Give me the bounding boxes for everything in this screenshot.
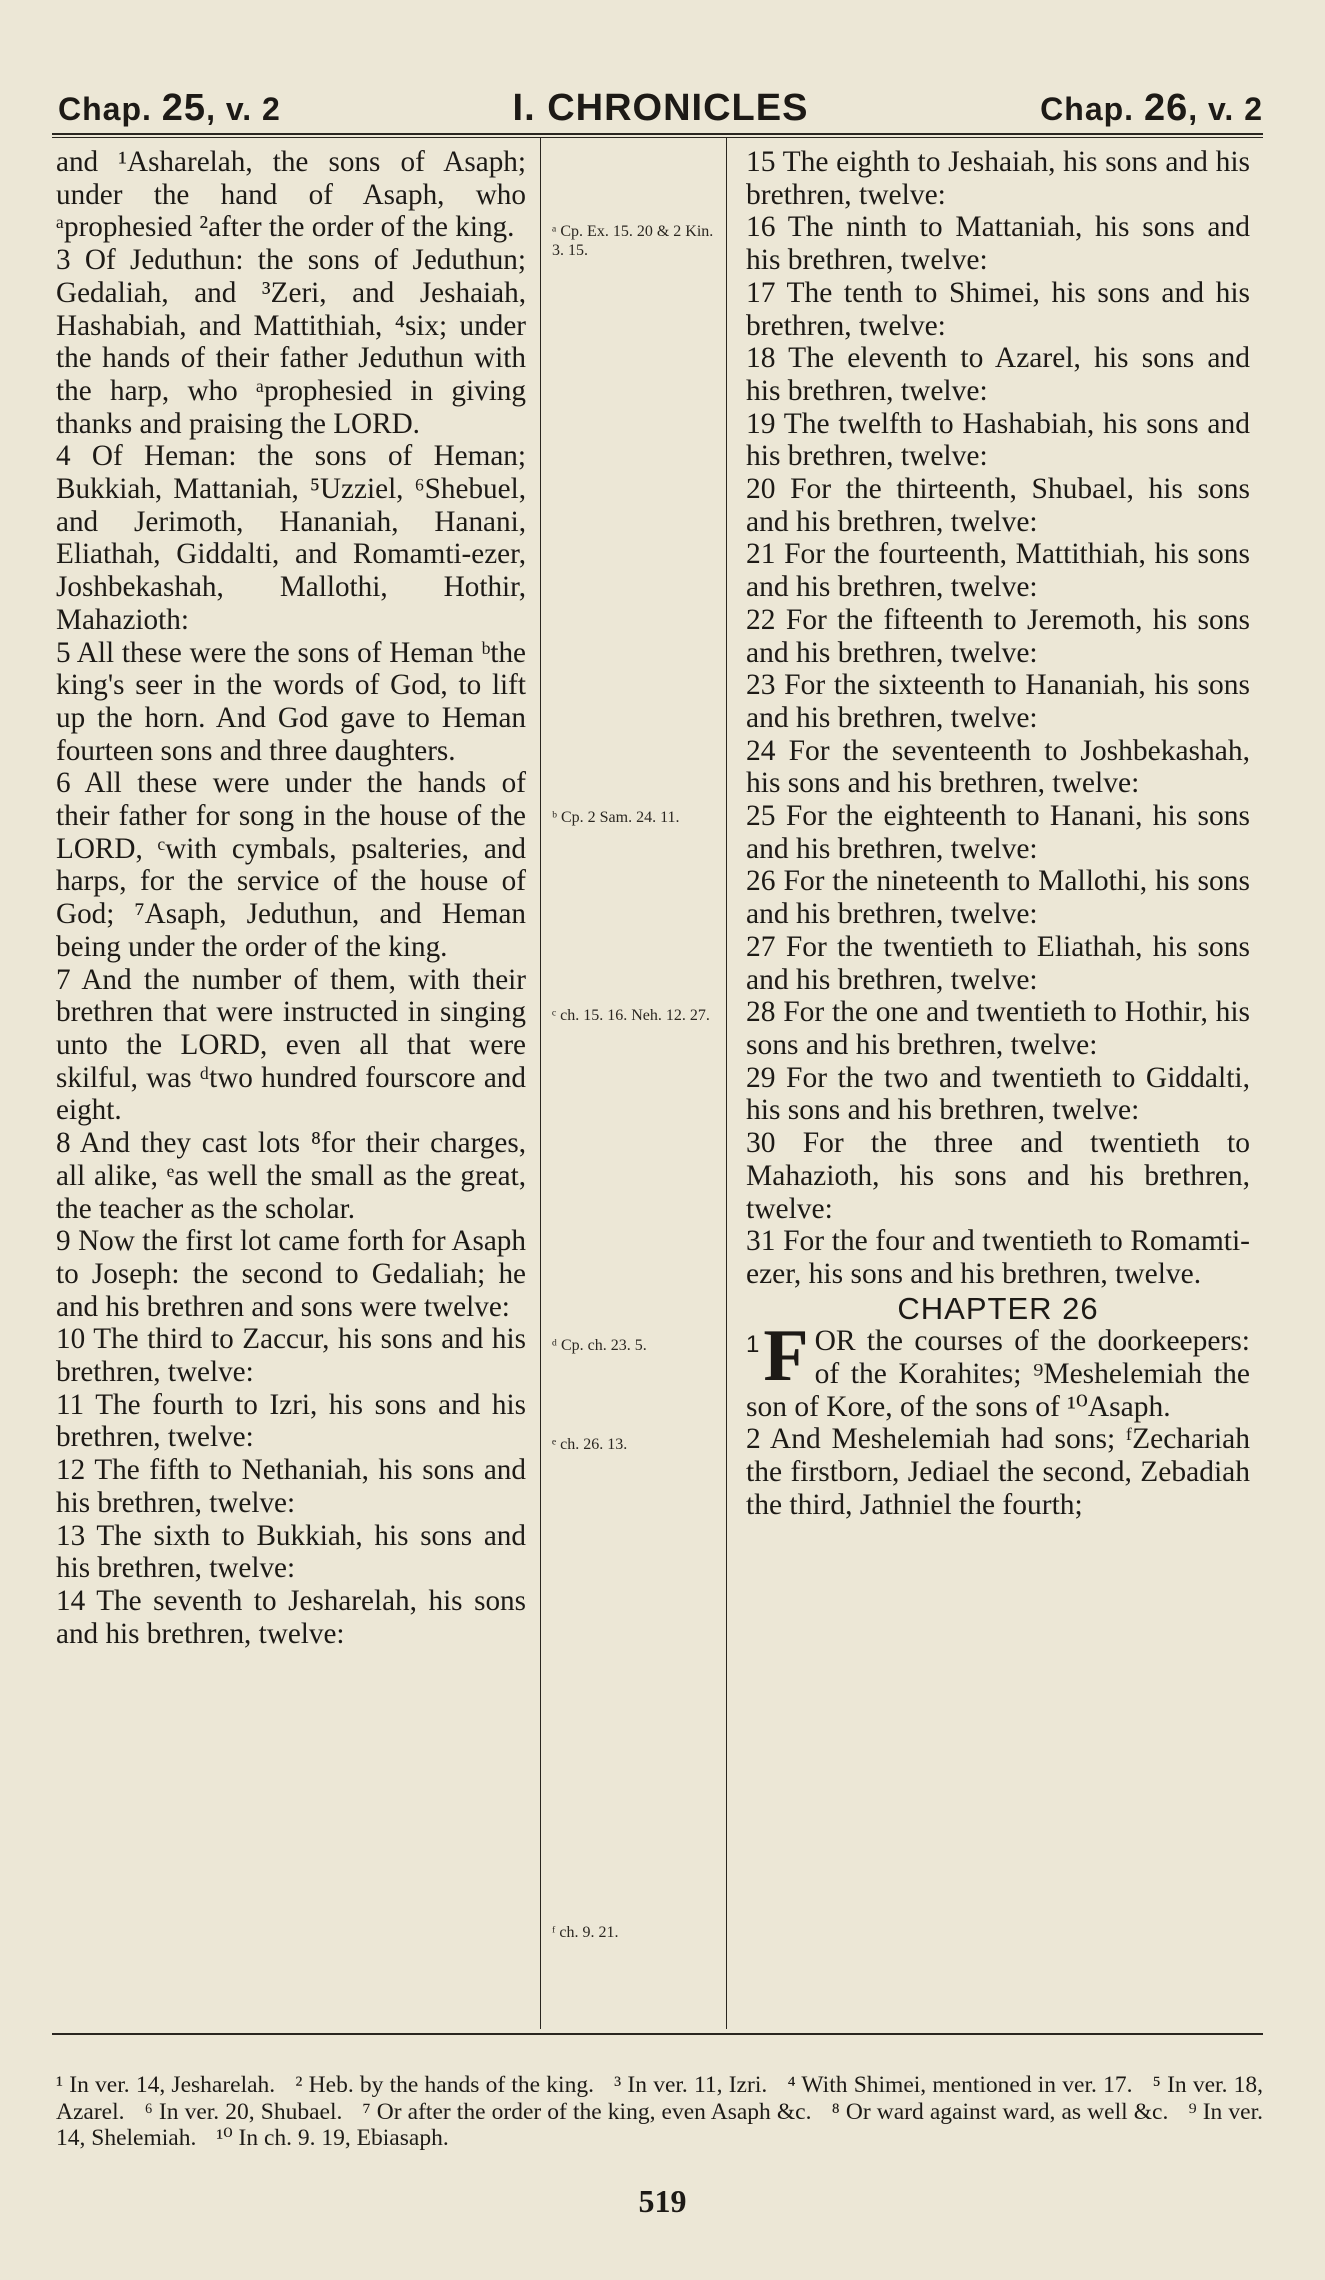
verse-paragraph: 21 For the fourteenth, Mattithiah, his sons and his brethren, twelve: — [746, 538, 1250, 604]
verse-paragraph: 6 All these were under the hands of their father for song in the house of the LORD, ᶜwith cymbals, psalteries, and harps, for the service of the house of God; ⁷Asaph, Jeduthun, and Heman being under the order of the king. — [56, 767, 526, 963]
footnotes — [56, 2072, 1263, 2152]
column-divider-right — [726, 137, 727, 2029]
verse-1-text: OR the courses of the doorkeepers: of the Korahites; ⁹Meshelemiah the son of Kore, of the sons of ¹⁰Asaph. — [746, 1325, 1250, 1423]
verse-paragraph: 12 The fifth to Nethaniah, his sons and his brethren, twelve: — [56, 1454, 526, 1519]
verse-paragraph: 14 The seventh to Jesharelah, his sons and his brethren, twelve: — [56, 1584, 526, 1650]
verse-paragraph: 20 For the thirteenth, Shubael, his sons and his brethren, twelve: — [746, 473, 1250, 538]
chapter-heading: CHAPTER 26 — [897, 1290, 1099, 1326]
chapter-26-verse-1 — [746, 1315, 1250, 1423]
footnote: ⁴ With Shimei, mentioned in ver. 17. — [787, 2072, 1133, 2098]
right-text-column — [746, 146, 1250, 1522]
header-left-chap-label: Chap. — [58, 91, 152, 127]
verse-paragraph: 7 And the number of them, with their brethren that were instructed in singing unto the LORD, even all that were skilful, was ᵈtwo hundred fourscore and eight. — [56, 963, 526, 1127]
verse-paragraph: 13 The sixth to Bukkiah, his sons and his brethren, twelve: — [56, 1519, 526, 1585]
header-left-verse: , v. 2 — [206, 91, 281, 127]
verse-paragraph: 4 Of Heman: the sons of Heman; Bukkiah, Mattaniah, ⁵Uzziel, ⁶Shebuel, and Jerimoth, Hananiah, Hanani, Eliathah, Giddalti, and Romamti-ezer, Joshbekashah, Mallothi, Hothir, Mahazioth: — [56, 440, 526, 636]
margin-reference-b: ᵇ Cp. 2 Sam. 24. 11. — [552, 809, 680, 826]
footnote: ⁶ In ver. 20, Shubael. — [144, 2098, 343, 2125]
verse-paragraph: 28 For the one and twentieth to Hothir, his sons and his brethren, twelve: — [746, 996, 1250, 1061]
running-header — [58, 70, 1263, 130]
footnote-rule — [52, 2033, 1263, 2035]
margin-reference-f: ᶠ ch. 9. 21. — [552, 1924, 619, 1941]
page-number: 519 — [638, 2183, 687, 2219]
verse-paragraph: 8 And they cast lots ⁸for their charges, all alike, ᵉas well the small as the great, the teacher as the scholar. — [56, 1127, 526, 1225]
left-text-column — [56, 146, 526, 1650]
header-right-reference — [1040, 87, 1263, 130]
verse-paragraph: 24 For the seventeenth to Joshbekashah, his sons and his brethren, twelve: — [746, 734, 1250, 800]
verse-paragraph: 19 The twelfth to Hashabiah, his sons and his brethren, twelve: — [746, 407, 1250, 473]
header-right-chapter-number: 26 — [1143, 87, 1189, 129]
footnote: ¹ In ver. 14, Jesharelah. — [56, 2072, 276, 2098]
margin-reference-d: ᵈ Cp. ch. 23. 5. — [552, 1337, 647, 1354]
book-title: I. CHRONICLES — [512, 87, 809, 129]
verse-paragraph: 17 The tenth to Shimei, his sons and his brethren, twelve: — [746, 276, 1250, 342]
verse-paragraph: 16 The ninth to Mattaniah, his sons and his brethren, twelve: — [746, 211, 1250, 277]
verse-paragraph: 22 For the fifteenth to Jeremoth, his sons and his brethren, twelve: — [746, 603, 1250, 669]
verse-paragraph: 29 For the two and twentieth to Giddalti, his sons and his brethren, twelve: — [746, 1061, 1250, 1127]
verse-paragraph: and ¹Asharelah, the sons of Asaph; under the hand of Asaph, who ᵃprophesied ²after the order of the king. — [56, 146, 526, 244]
header-rule — [52, 133, 1263, 135]
column-divider-left — [540, 137, 541, 2029]
margin-reference-e: ᵉ ch. 26. 13. — [552, 1436, 628, 1453]
verse-paragraph: 26 For the nineteenth to Mallothi, his sons and his brethren, twelve: — [746, 865, 1250, 931]
header-left-reference — [58, 87, 281, 130]
margin-reference-c: ᶜ ch. 15. 16. Neh. 12. 27. — [552, 1007, 710, 1024]
footnote: ¹⁰ In ch. 9. 19, Ebiasaph. — [216, 2125, 449, 2151]
verse-paragraph: 30 For the three and twentieth to Mahazioth, his sons and his brethren, twelve: — [746, 1127, 1250, 1225]
verse-paragraph: 11 The fourth to Izri, his sons and his brethren, twelve: — [56, 1388, 526, 1454]
verse-1-number: 1 — [746, 1331, 760, 1359]
verse-paragraph: 9 Now the first lot came forth for Asaph to Joseph: the second to Gedaliah; he and his brethren and sons were twelve: — [56, 1225, 526, 1323]
verse-paragraph: 25 For the eighteenth to Hanani, his sons and his brethren, twelve: — [746, 800, 1250, 865]
verse-paragraph: 3 Of Jeduthun: the sons of Jeduthun; Gedaliah, and ³Zeri, and Jeshaiah, Hashabiah, and Mattithiah, ⁴six; under the hands of their father Jeduthun with the harp, who ᵃprophesied in giving thanks and praising the LORD. — [56, 244, 526, 440]
verse-paragraph: 10 The third to Zaccur, his sons and his brethren, twelve: — [56, 1323, 526, 1389]
footnote: ² Heb. by the hands of the king. — [295, 2072, 594, 2098]
footnote: ⁷ Or after the order of the king, even Asaph &c. — [362, 2098, 812, 2125]
verse-paragraph: 27 For the twentieth to Eliathah, his sons and his brethren, twelve: — [746, 930, 1250, 996]
verse-paragraph: 18 The eleventh to Azarel, his sons and his brethren, twelve: — [746, 342, 1250, 407]
verse-paragraph: 15 The eighth to Jeshaiah, his sons and his brethren, twelve: — [746, 146, 1250, 211]
header-right-chap-label: Chap. — [1040, 91, 1135, 127]
verse-paragraph: 31 For the four and twentieth to Romamti-ezer, his sons and his brethren, twelve. — [746, 1225, 1250, 1290]
drop-cap: F — [763, 1315, 809, 1398]
footnote: ⁵ In ver. 18, Azarel. — [56, 2072, 1264, 2125]
margin-reference-a: ᵃ Cp. Ex. 15. 20 & 2 Kin. 3. 15. — [552, 223, 714, 259]
header-left-chapter-number: 25 — [161, 87, 207, 129]
verse-paragraph: 23 For the sixteenth to Hananiah, his sons and his brethren, twelve: — [746, 669, 1250, 734]
footnote: ³ In ver. 11, Izri. — [614, 2072, 768, 2098]
chapter-26-verse-2: 2 And Meshelemiah had sons; ᶠZechariah the firstborn, Jediael the second, Zebadiah the third, Jathniel the fourth; — [746, 1423, 1250, 1521]
verse-paragraph: 5 All these were the sons of Heman ᵇthe king's seer in the words of God, to lift up the horn. And God gave to Heman fourteen sons and three daughters. — [56, 636, 526, 767]
header-rule-thin — [52, 137, 1263, 138]
header-right-verse: , v. 2 — [1188, 91, 1263, 127]
footnote: ⁸ Or ward against ward, as well &c. — [831, 2098, 1169, 2125]
footnote: ⁹ In ver. 14, Shelemiah. — [56, 2098, 1264, 2151]
